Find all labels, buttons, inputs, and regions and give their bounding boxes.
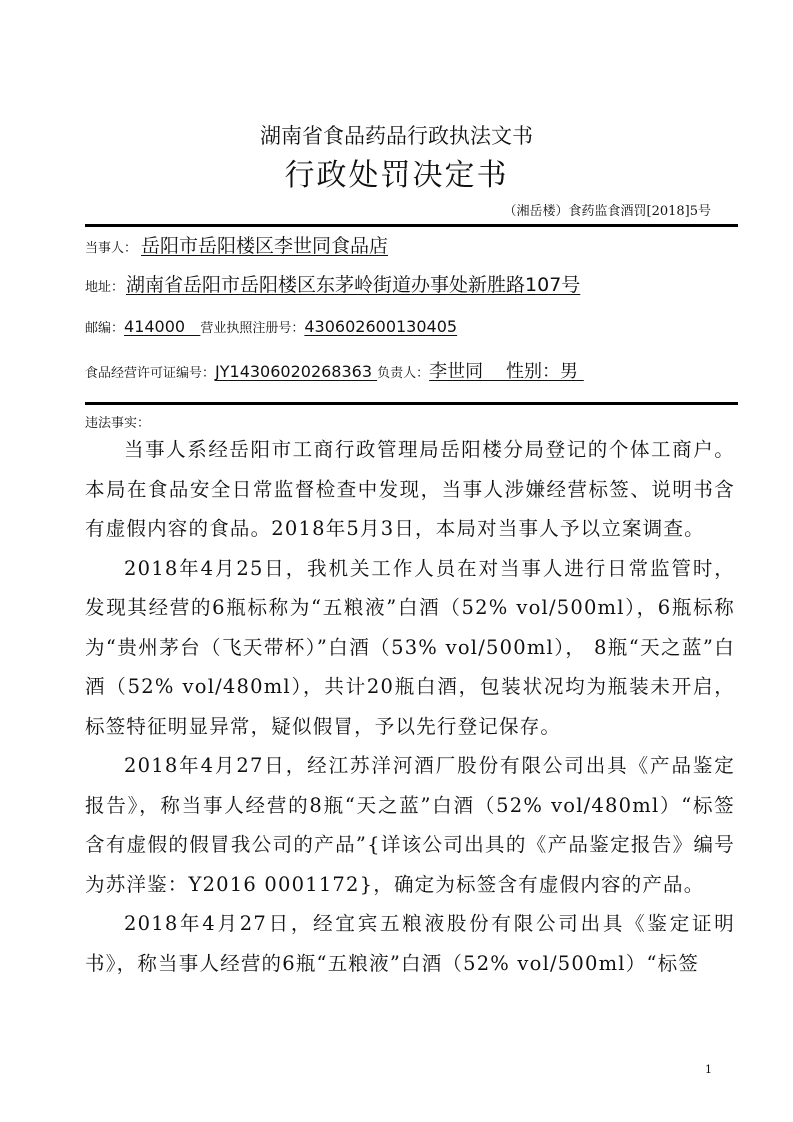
address-row [85, 270, 580, 297]
facts-paragraph: 当事人系经岳阳市工商行政管理局岳阳楼分局登记的个体工商户。本局在食品安全日常监督检查中发现，当事人涉嫌经营标签、说明书含有虚假内容的食品。2018年5月3日，本局对当事人予以立案调查。 [85, 438, 735, 540]
facts-paragraph: 2018年4月27日，经江苏洋河酒厂股份有限公司出具《产品鉴定报告》，称当事人经营的8瓶“天之蓝”白酒（52% vol/480ml）“标签含有虚假的假冒我公司的产品”{详该公司出具的《产品鉴定报告》编号 为苏洋鉴：Y2016 0001172}，确定为标签含有虚假内容的产品。 [85, 754, 735, 896]
business-license-label: 营业执照注册号： [200, 321, 305, 336]
responsible-label: 负责人： [377, 366, 430, 381]
facts-paragraph: 2018年4月25日，我机关工作人员在对当事人进行日常监管时，发现其经营的6瓶标称为“五粮液”白酒（52% vol/500ml），6瓶标称为“贵州茅台（飞天带杯）”白酒（53% vol/500ml）， 8瓶“天之蓝”白酒（52% vol/480ml），共计20瓶白酒，包装状况均为瓶装未开启，标签特征明显异常，疑似假冒，予以先行登记保存。 [85, 556, 735, 738]
facts-body [85, 430, 735, 983]
business-license-value: 430602600130405 [304, 317, 458, 336]
address-label: 地址： [85, 280, 125, 295]
postcode-license-row [85, 317, 457, 336]
page-number: 1 [705, 1063, 712, 1076]
food-license-value: JY14306020268363 [215, 362, 378, 381]
top-divider [85, 224, 738, 227]
bottom-divider [85, 402, 738, 405]
facts-paragraph: 2018年4月27日，经宜宾五粮液股份有限公司出具《鉴定证明书》，称当事人经营的6瓶“五粮液”白酒（52% vol/500ml）“标签 [85, 912, 735, 975]
facts-section-label: 违法事实： [85, 416, 151, 431]
postcode-value: 414000 [124, 317, 201, 336]
postcode-label: 邮编： [85, 321, 125, 336]
document-number: （湘岳楼）食药监食酒罚[2018]5号 [503, 204, 711, 219]
agency-title: 湖南省食品药品行政执法文书 [260, 124, 533, 148]
address-value: 湖南省岳阳市岳阳楼区东茅岭街道办事处新胜路107号 [126, 274, 581, 296]
document-title: 行政处罚决定书 [284, 158, 509, 193]
food-license-row [85, 357, 584, 383]
responsible-value: 李世同 性别：男 [429, 361, 584, 382]
party-row [85, 231, 388, 258]
party-value: 岳阳市岳阳楼区李世同食品店 [141, 235, 389, 257]
party-label: 当事人： [85, 241, 138, 256]
food-license-label: 食品经营许可证编号： [85, 366, 216, 381]
